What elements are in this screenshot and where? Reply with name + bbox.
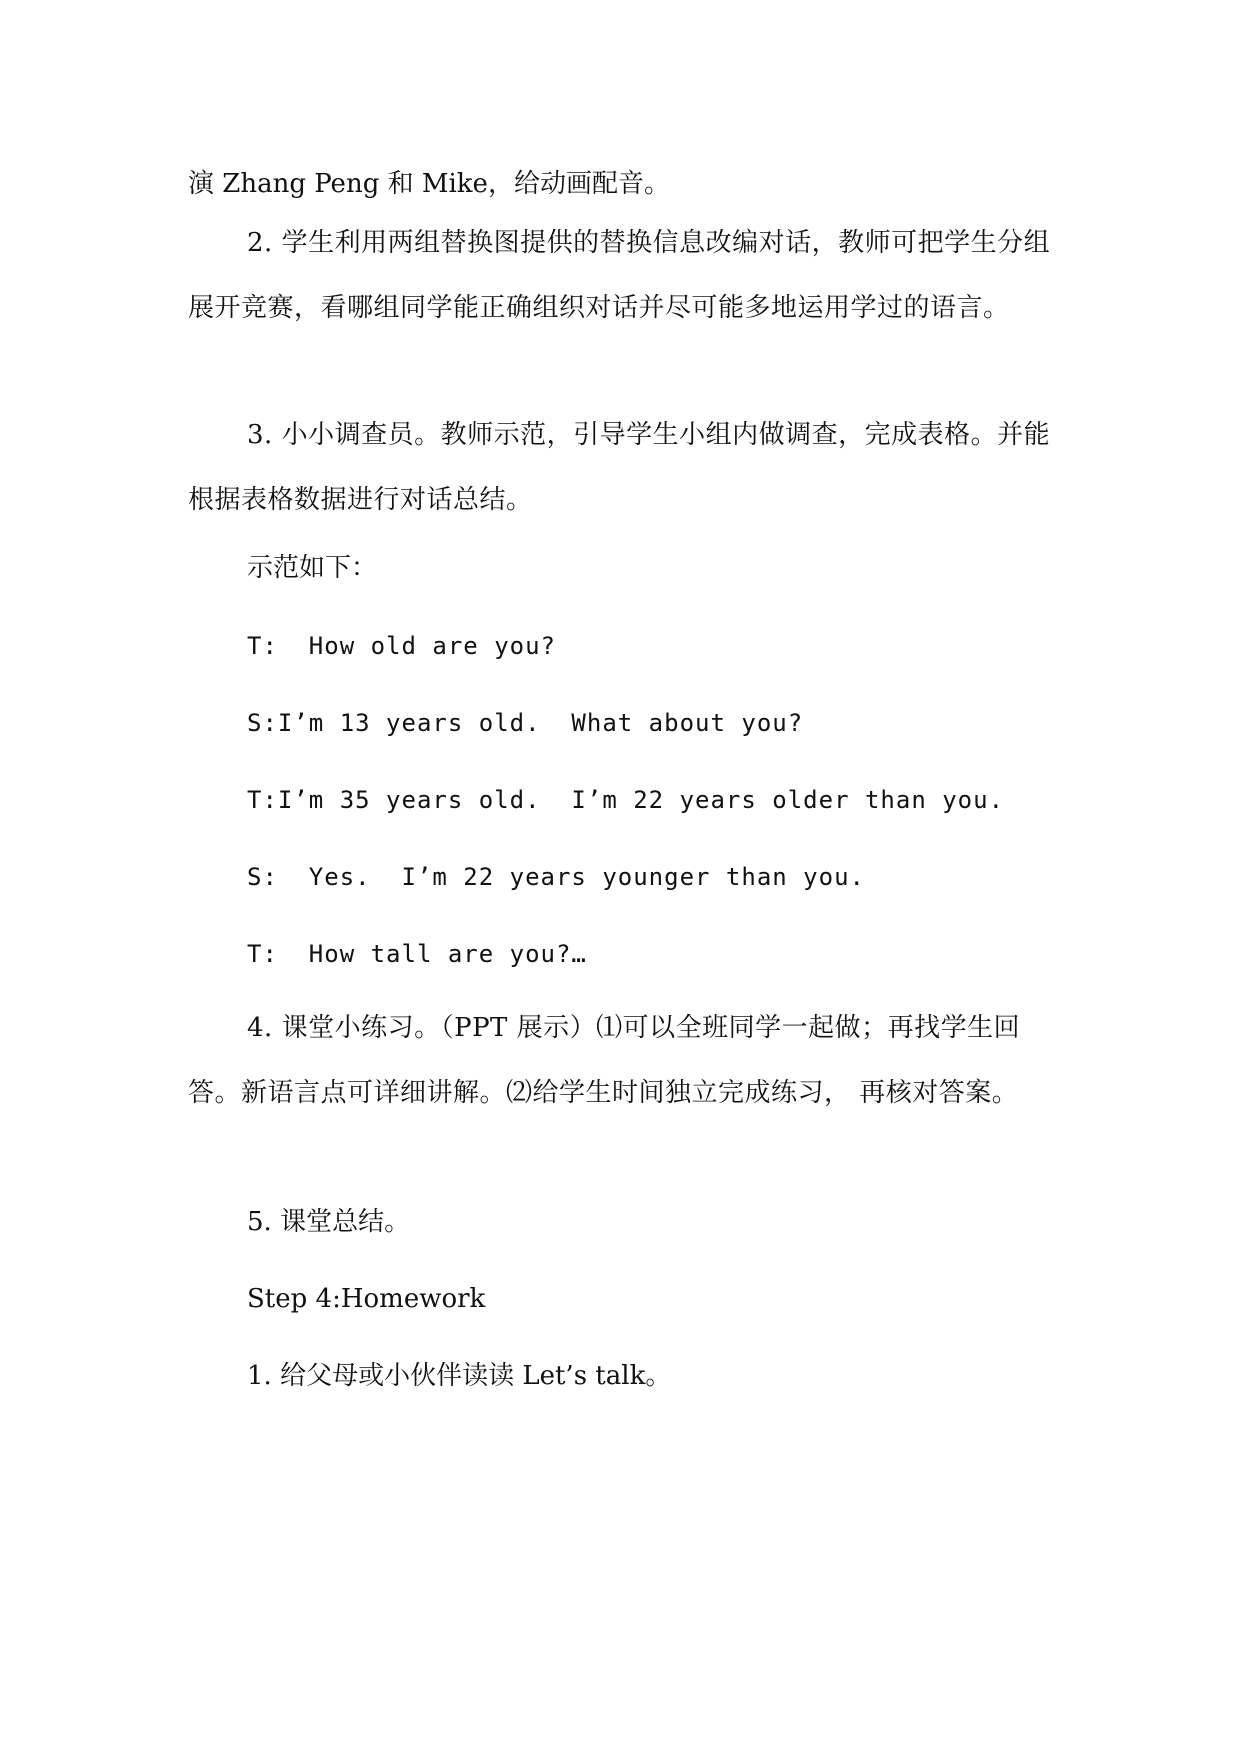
paragraph-step-4-exercise: 4. 课堂小练习。（PPT 展示）⑴可以全班同学一起做；再找学生回答。新语言点可详细讲解。⑵给学生时间独立完成练习， 再核对答案。 <box>188 1013 1021 1108</box>
dialogue-line: T:I’m 35 years old. I’m 22 years older than you. <box>247 786 1005 814</box>
section-heading-homework: Step 4:Homework <box>247 1284 486 1314</box>
paragraph-step-5-summary: 5. 课堂总结。 <box>247 1207 411 1237</box>
paragraph-step-3: 3. 小小调查员。教师示范，引导学生小组内做调查，完成表格。并能根据表格数据进行对话总结。 <box>188 420 1051 515</box>
dialogue-line: S:I’m 13 years old. What about you? <box>247 709 804 737</box>
dialogue-line: T: How old are you? <box>247 632 556 660</box>
homework-item-1: 1. 给父母或小伙伴读读 Let’s talk。 <box>247 1361 672 1391</box>
demo-label: 示范如下： <box>247 553 378 583</box>
paragraph-step-2: 2. 学生利用两组替换图提供的替换信息改编对话，教师可把学生分组展开竞赛，看哪组同学能正确组织对话并尽可能多地运用学过的语言。 <box>188 228 1051 323</box>
dialogue-line: T: How tall are you?… <box>247 940 587 968</box>
paragraph-intro-continuation: 演 Zhang Peng 和 Mike，给动画配音。 <box>188 169 670 199</box>
dialogue-line: S: Yes. I’m 22 years younger than you. <box>247 863 865 891</box>
